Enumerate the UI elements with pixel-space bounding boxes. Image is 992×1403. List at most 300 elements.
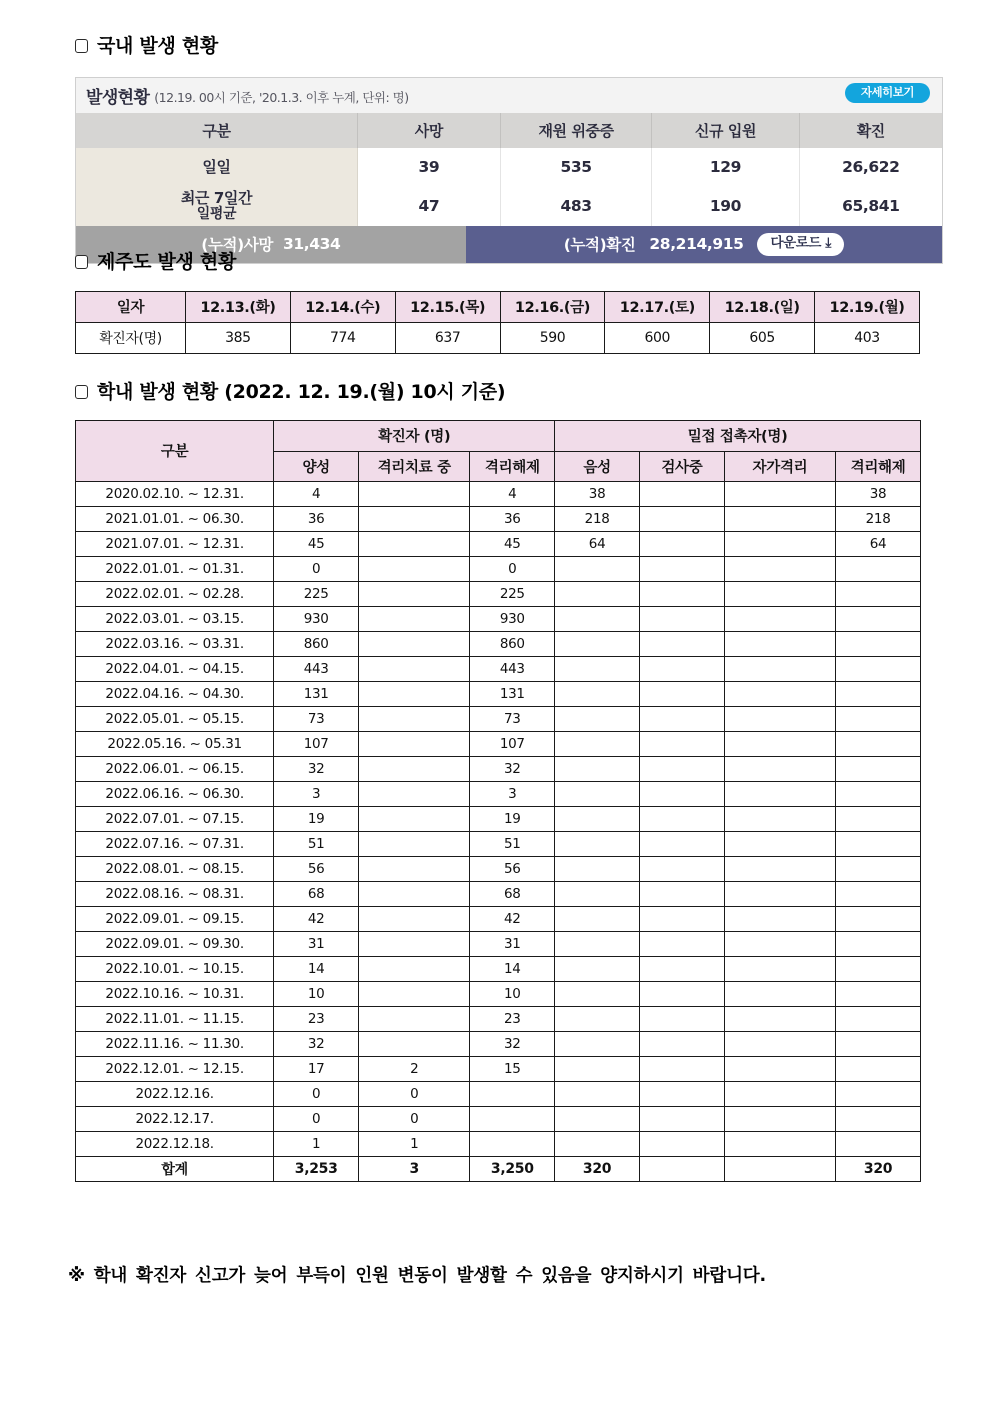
table-row xyxy=(76,481,921,506)
cell-daily-deaths: 39 xyxy=(357,148,500,187)
cell-period: 합계 xyxy=(76,1156,274,1181)
cumulative-cases-value: 28,214,915 xyxy=(649,235,744,254)
cell-self-isolation xyxy=(724,981,835,1006)
cell-negative xyxy=(555,1031,640,1056)
cumulative-deaths-value: 31,434 xyxy=(282,235,341,254)
cell-contact-released xyxy=(836,1006,921,1031)
cell-released: 45 xyxy=(470,531,555,556)
cell-negative xyxy=(555,881,640,906)
checkbox-icon xyxy=(75,385,88,399)
national-card-title-bar xyxy=(76,78,942,113)
row-label-weekly-average xyxy=(76,187,357,226)
cell-contact-released xyxy=(836,981,921,1006)
cell-self-isolation xyxy=(724,1081,835,1106)
cell-contact-released xyxy=(836,556,921,581)
cell-positive: 19 xyxy=(274,806,359,831)
cell-released: 225 xyxy=(470,581,555,606)
cell-negative xyxy=(555,1006,640,1031)
cell-testing xyxy=(640,906,725,931)
national-status-card xyxy=(75,77,943,264)
cell-released: 73 xyxy=(470,706,555,731)
cell-positive: 225 xyxy=(274,581,359,606)
cell-self-isolation xyxy=(724,756,835,781)
cell-in-treatment xyxy=(359,981,470,1006)
cell-period: 2022.10.16. ~ 10.31. xyxy=(76,981,274,1006)
heading-jeju-label: 제주도 발생 현황 xyxy=(97,251,237,273)
table-header-group-row xyxy=(76,420,921,451)
col-header-1215: 12.15.(목) xyxy=(395,291,500,322)
cell-contact-released: 320 xyxy=(836,1156,921,1181)
cell-self-isolation xyxy=(724,706,835,731)
cell-released: 68 xyxy=(470,881,555,906)
cell-period: 2022.09.01. ~ 09.15. xyxy=(76,906,274,931)
cell-negative xyxy=(555,756,640,781)
table-row xyxy=(76,981,921,1006)
checkbox-icon xyxy=(75,39,88,53)
cell-positive: 36 xyxy=(274,506,359,531)
cumulative-cases-label: (누적)확진 xyxy=(563,236,636,255)
cell-contact-released xyxy=(836,856,921,881)
cell-period: 2022.10.01. ~ 10.15. xyxy=(76,956,274,981)
cell-in-treatment: 0 xyxy=(359,1081,470,1106)
cell-testing xyxy=(640,1031,725,1056)
col-header-confirmed: 확진 xyxy=(799,113,942,148)
cell-testing xyxy=(640,731,725,756)
cell-self-isolation xyxy=(724,1006,835,1031)
cell-self-isolation xyxy=(724,1156,835,1181)
row-label-weekly-line1: 최근 7일간 xyxy=(180,189,253,208)
cell-positive: 32 xyxy=(274,1031,359,1056)
cell-self-isolation xyxy=(724,556,835,581)
cell-released xyxy=(470,1106,555,1131)
cell-testing xyxy=(640,931,725,956)
cell-positive: 42 xyxy=(274,906,359,931)
cell-jeju-1214: 774 xyxy=(290,322,395,353)
table-row xyxy=(76,531,921,556)
cell-self-isolation xyxy=(724,1031,835,1056)
cell-jeju-1216: 590 xyxy=(500,322,605,353)
cell-negative xyxy=(555,906,640,931)
cell-negative xyxy=(555,781,640,806)
cell-negative xyxy=(555,1056,640,1081)
cell-released: 23 xyxy=(470,1006,555,1031)
cumulative-deaths-label: (누적)사망 xyxy=(201,236,273,255)
cell-negative xyxy=(555,1081,640,1106)
cell-positive: 32 xyxy=(274,756,359,781)
cell-period: 2022.05.16. ~ 05.31 xyxy=(76,731,274,756)
cell-released xyxy=(470,1131,555,1156)
cell-in-treatment xyxy=(359,581,470,606)
cell-period: 2022.11.16. ~ 11.30. xyxy=(76,1031,274,1056)
cell-positive: 10 xyxy=(274,981,359,1006)
cell-released: 930 xyxy=(470,606,555,631)
cell-testing xyxy=(640,1081,725,1106)
col-header-deaths: 사망 xyxy=(357,113,500,148)
cell-released: 0 xyxy=(470,556,555,581)
cell-in-treatment: 1 xyxy=(359,1131,470,1156)
cell-contact-released xyxy=(836,806,921,831)
cell-jeju-1219: 403 xyxy=(815,322,920,353)
cell-released: 32 xyxy=(470,756,555,781)
cell-contact-released xyxy=(836,1106,921,1131)
cell-period: 2022.04.16. ~ 04.30. xyxy=(76,681,274,706)
cell-negative xyxy=(555,706,640,731)
cell-positive: 45 xyxy=(274,531,359,556)
cell-positive: 0 xyxy=(274,1106,359,1131)
cell-self-isolation xyxy=(724,1131,835,1156)
heading-school-label: 학내 발생 현황 (2022. 12. 19.(월) 10시 기준) xyxy=(97,381,506,403)
col-header-1217: 12.17.(토) xyxy=(605,291,710,322)
cell-released: 3 xyxy=(470,781,555,806)
cell-contact-released xyxy=(836,831,921,856)
cell-testing xyxy=(640,1156,725,1181)
cell-testing xyxy=(640,581,725,606)
table-row xyxy=(76,781,921,806)
cell-in-treatment xyxy=(359,931,470,956)
cell-testing xyxy=(640,1106,725,1131)
cell-released: 19 xyxy=(470,806,555,831)
table-row xyxy=(76,606,921,631)
row-label-daily: 일일 xyxy=(76,148,357,187)
cell-period: 2022.12.18. xyxy=(76,1131,274,1156)
cell-period: 2021.01.01. ~ 06.30. xyxy=(76,506,274,531)
cell-positive: 860 xyxy=(274,631,359,656)
cell-self-isolation xyxy=(724,831,835,856)
section-national-status xyxy=(75,36,950,264)
cell-testing xyxy=(640,481,725,506)
cell-period: 2021.07.01. ~ 12.31. xyxy=(76,531,274,556)
table-row xyxy=(76,1056,921,1081)
cell-testing xyxy=(640,706,725,731)
cell-in-treatment xyxy=(359,556,470,581)
cell-negative xyxy=(555,856,640,881)
col-header-positive: 양성 xyxy=(274,451,359,481)
cell-released xyxy=(470,1081,555,1106)
cell-in-treatment xyxy=(359,656,470,681)
cell-in-treatment xyxy=(359,531,470,556)
cell-testing xyxy=(640,881,725,906)
table-row xyxy=(76,956,921,981)
cell-period: 2022.01.01. ~ 01.31. xyxy=(76,556,274,581)
table-row xyxy=(76,806,921,831)
cell-released: 56 xyxy=(470,856,555,881)
cell-testing xyxy=(640,681,725,706)
checkbox-icon xyxy=(75,255,88,269)
table-row xyxy=(76,581,921,606)
cell-testing xyxy=(640,1056,725,1081)
cell-testing xyxy=(640,1006,725,1031)
cell-in-treatment xyxy=(359,806,470,831)
cell-in-treatment xyxy=(359,606,470,631)
cell-in-treatment xyxy=(359,881,470,906)
cell-released: 4 xyxy=(470,481,555,506)
cell-jeju-1217: 600 xyxy=(605,322,710,353)
row-label-confirmed-count: 확진자(명) xyxy=(76,322,186,353)
col-header-date: 일자 xyxy=(76,291,186,322)
col-header-category: 구분 xyxy=(76,113,357,148)
cell-period: 2022.03.16. ~ 03.31. xyxy=(76,631,274,656)
cell-positive: 443 xyxy=(274,656,359,681)
cell-negative xyxy=(555,931,640,956)
cell-in-treatment xyxy=(359,506,470,531)
table-row xyxy=(76,706,921,731)
cell-contact-released xyxy=(836,1131,921,1156)
cell-self-isolation xyxy=(724,881,835,906)
footnote-text: ※ 학내 확진자 신고가 늦어 부득이 인원 변동이 발생할 수 있음을 양지하시기 바랍니다. xyxy=(68,1266,766,1286)
cell-jeju-1213: 385 xyxy=(186,322,291,353)
national-card-title: 발생현황 xyxy=(86,87,150,108)
cell-self-isolation xyxy=(724,1056,835,1081)
cell-released: 131 xyxy=(470,681,555,706)
cell-daily-confirmed: 26,622 xyxy=(799,148,942,187)
cell-period: 2022.08.16. ~ 08.31. xyxy=(76,881,274,906)
cell-contact-released xyxy=(836,1081,921,1106)
cell-self-isolation xyxy=(724,656,835,681)
cell-period: 2022.12.01. ~ 12.15. xyxy=(76,1056,274,1081)
cell-positive: 107 xyxy=(274,731,359,756)
cell-in-treatment: 0 xyxy=(359,1106,470,1131)
heading-national-status xyxy=(75,36,950,57)
table-header-row xyxy=(76,291,920,322)
cell-in-treatment xyxy=(359,906,470,931)
cell-testing xyxy=(640,506,725,531)
cell-released: 860 xyxy=(470,631,555,656)
table-row xyxy=(76,1081,921,1106)
col-header-1213: 12.13.(화) xyxy=(186,291,291,322)
cell-in-treatment xyxy=(359,781,470,806)
cell-self-isolation xyxy=(724,481,835,506)
col-header-contact-released: 격리해제 xyxy=(836,451,921,481)
cell-negative xyxy=(555,631,640,656)
cell-released: 32 xyxy=(470,1031,555,1056)
cell-positive: 131 xyxy=(274,681,359,706)
col-header-released: 격리해제 xyxy=(470,451,555,481)
table-row xyxy=(76,1031,921,1056)
cell-negative xyxy=(555,981,640,1006)
cell-period: 2022.12.16. xyxy=(76,1081,274,1106)
cell-contact-released xyxy=(836,631,921,656)
national-status-table xyxy=(76,113,942,226)
cell-testing xyxy=(640,556,725,581)
cell-released: 42 xyxy=(470,906,555,931)
cell-positive: 23 xyxy=(274,1006,359,1031)
cell-released: 107 xyxy=(470,731,555,756)
table-total-row xyxy=(76,1156,921,1181)
cell-in-treatment xyxy=(359,856,470,881)
cell-weekly-confirmed: 65,841 xyxy=(799,187,942,226)
cell-released: 443 xyxy=(470,656,555,681)
cell-negative xyxy=(555,556,640,581)
cell-testing xyxy=(640,531,725,556)
cell-negative xyxy=(555,831,640,856)
table-row xyxy=(76,1006,921,1031)
table-row xyxy=(76,931,921,956)
cell-self-isolation xyxy=(724,806,835,831)
cell-in-treatment xyxy=(359,731,470,756)
cell-positive: 73 xyxy=(274,706,359,731)
cell-negative xyxy=(555,956,640,981)
cell-contact-released xyxy=(836,931,921,956)
cell-daily-critical: 535 xyxy=(500,148,652,187)
cell-testing xyxy=(640,656,725,681)
cell-testing xyxy=(640,831,725,856)
cell-released: 14 xyxy=(470,956,555,981)
cell-weekly-admissions: 190 xyxy=(652,187,799,226)
cell-in-treatment xyxy=(359,481,470,506)
cell-released: 51 xyxy=(470,831,555,856)
col-header-group-contacts: 밀접 접촉자(명) xyxy=(555,420,921,451)
cell-in-treatment xyxy=(359,1031,470,1056)
cell-positive: 0 xyxy=(274,556,359,581)
cell-period: 2022.02.01. ~ 02.28. xyxy=(76,581,274,606)
cell-in-treatment xyxy=(359,1006,470,1031)
cell-negative xyxy=(555,581,640,606)
cell-positive: 4 xyxy=(274,481,359,506)
col-header-critical: 재원 위중증 xyxy=(500,113,652,148)
cell-positive: 51 xyxy=(274,831,359,856)
jeju-status-table xyxy=(75,291,920,354)
row-label-weekly-line2: 일평균 xyxy=(196,205,237,222)
cell-period: 2022.11.01. ~ 11.15. xyxy=(76,1006,274,1031)
cell-period: 2022.07.01. ~ 07.15. xyxy=(76,806,274,831)
cell-period: 2022.06.01. ~ 06.15. xyxy=(76,756,274,781)
cell-negative xyxy=(555,681,640,706)
cell-released: 31 xyxy=(470,931,555,956)
cell-in-treatment: 2 xyxy=(359,1056,470,1081)
cell-in-treatment xyxy=(359,756,470,781)
cell-self-isolation xyxy=(724,631,835,656)
cell-in-treatment xyxy=(359,706,470,731)
cell-in-treatment xyxy=(359,956,470,981)
table-row xyxy=(76,881,921,906)
cell-contact-released: 38 xyxy=(836,481,921,506)
cell-positive: 56 xyxy=(274,856,359,881)
cell-self-isolation xyxy=(724,956,835,981)
cell-testing xyxy=(640,1131,725,1156)
cell-self-isolation xyxy=(724,681,835,706)
table-row xyxy=(76,322,920,353)
table-row xyxy=(76,187,942,226)
cell-self-isolation xyxy=(724,506,835,531)
cell-negative: 64 xyxy=(555,531,640,556)
cell-released: 10 xyxy=(470,981,555,1006)
school-status-table xyxy=(75,420,921,1182)
cell-negative: 320 xyxy=(555,1156,640,1181)
cell-in-treatment: 3 xyxy=(359,1156,470,1181)
cell-in-treatment xyxy=(359,681,470,706)
table-row xyxy=(76,681,921,706)
cell-negative xyxy=(555,1131,640,1156)
cell-negative: 218 xyxy=(555,506,640,531)
cell-self-isolation xyxy=(724,581,835,606)
cell-negative: 38 xyxy=(555,481,640,506)
cell-self-isolation xyxy=(724,531,835,556)
cell-period: 2020.02.10. ~ 12.31. xyxy=(76,481,274,506)
cell-daily-admissions: 129 xyxy=(652,148,799,187)
cell-released: 3,250 xyxy=(470,1156,555,1181)
col-header-1216: 12.16.(금) xyxy=(500,291,605,322)
cell-contact-released xyxy=(836,781,921,806)
cell-contact-released xyxy=(836,706,921,731)
cell-self-isolation xyxy=(724,731,835,756)
download-button[interactable]: 다운로드 ⤓ xyxy=(757,233,843,256)
cell-jeju-1215: 637 xyxy=(395,322,500,353)
cell-self-isolation xyxy=(724,931,835,956)
cell-contact-released xyxy=(836,606,921,631)
col-header-new-admissions: 신규 입원 xyxy=(652,113,799,148)
cell-testing xyxy=(640,856,725,881)
cell-self-isolation xyxy=(724,606,835,631)
cell-testing xyxy=(640,606,725,631)
table-row xyxy=(76,856,921,881)
heading-school-status xyxy=(75,382,950,403)
cell-contact-released xyxy=(836,756,921,781)
cell-period: 2022.06.16. ~ 06.30. xyxy=(76,781,274,806)
cell-positive: 3 xyxy=(274,781,359,806)
col-header-testing: 검사중 xyxy=(640,451,725,481)
table-row xyxy=(76,756,921,781)
cell-negative xyxy=(555,606,640,631)
cell-period: 2022.12.17. xyxy=(76,1106,274,1131)
col-header-negative: 음성 xyxy=(555,451,640,481)
table-row xyxy=(76,731,921,756)
heading-national-label: 국내 발생 현황 xyxy=(97,35,218,57)
cell-weekly-deaths: 47 xyxy=(357,187,500,226)
cell-negative xyxy=(555,806,640,831)
cell-period: 2022.08.01. ~ 08.15. xyxy=(76,856,274,881)
national-card-subtitle: (12.19. 00시 기준, '20.1.3. 이후 누계, 단위: 명) xyxy=(154,89,409,105)
cell-in-treatment xyxy=(359,631,470,656)
cell-positive: 14 xyxy=(274,956,359,981)
cell-released: 15 xyxy=(470,1056,555,1081)
cell-weekly-critical: 483 xyxy=(500,187,652,226)
cell-self-isolation xyxy=(724,906,835,931)
cell-contact-released xyxy=(836,731,921,756)
detail-view-button[interactable]: 자세히보기 xyxy=(845,83,930,104)
cell-positive: 1 xyxy=(274,1131,359,1156)
cell-positive: 0 xyxy=(274,1081,359,1106)
cell-negative xyxy=(555,656,640,681)
cell-positive: 930 xyxy=(274,606,359,631)
col-header-in-treatment: 격리치료 중 xyxy=(359,451,470,481)
section-jeju-status xyxy=(75,252,950,354)
cell-period: 2022.05.01. ~ 05.15. xyxy=(76,706,274,731)
cell-jeju-1218: 605 xyxy=(710,322,815,353)
table-row xyxy=(76,556,921,581)
cell-testing xyxy=(640,781,725,806)
col-header-1218: 12.18.(일) xyxy=(710,291,815,322)
cell-testing xyxy=(640,756,725,781)
cell-period: 2022.03.01. ~ 03.15. xyxy=(76,606,274,631)
cell-contact-released xyxy=(836,1056,921,1081)
cell-self-isolation xyxy=(724,856,835,881)
table-row xyxy=(76,506,921,531)
table-row xyxy=(76,906,921,931)
table-row xyxy=(76,631,921,656)
col-header-1214: 12.14.(수) xyxy=(290,291,395,322)
col-header-self-isolation: 자가격리 xyxy=(724,451,835,481)
cell-contact-released: 218 xyxy=(836,506,921,531)
table-row xyxy=(76,656,921,681)
cell-contact-released xyxy=(836,906,921,931)
table-row xyxy=(76,1131,921,1156)
cell-contact-released xyxy=(836,681,921,706)
table-header-row xyxy=(76,113,942,148)
col-header-group-confirmed: 확진자 (명) xyxy=(274,420,555,451)
cell-positive: 3,253 xyxy=(274,1156,359,1181)
cell-positive: 17 xyxy=(274,1056,359,1081)
section-school-status xyxy=(75,382,950,1182)
